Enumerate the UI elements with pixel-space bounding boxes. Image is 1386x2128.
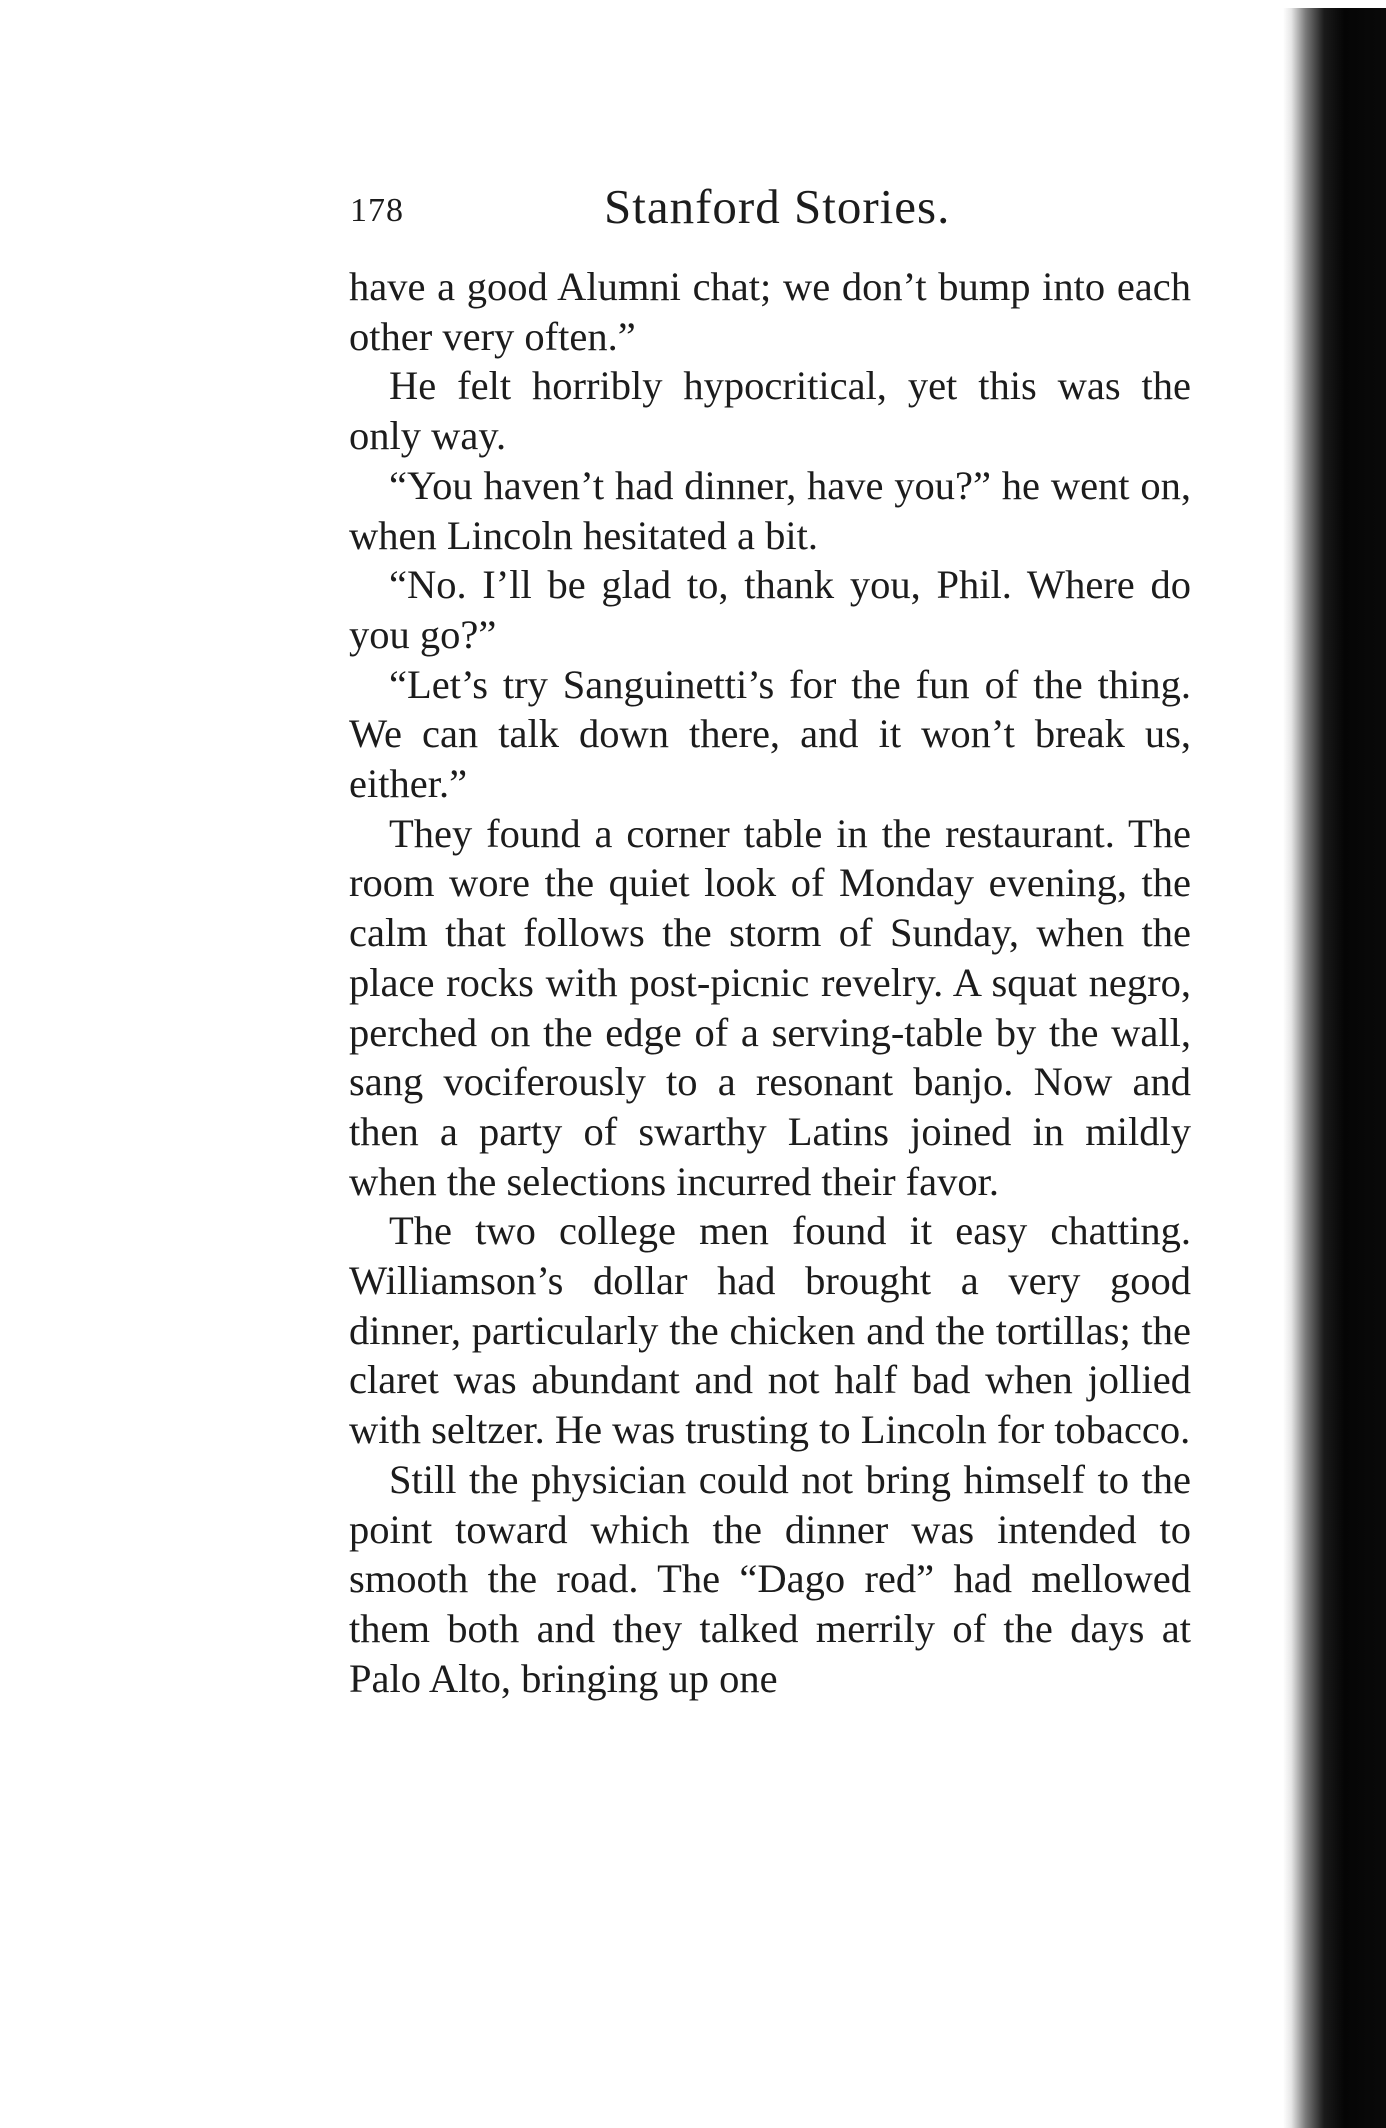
paragraph: The two college men found it easy chatting. Williamson’s dollar had brought a very good dinner, particularly the chicken and the tortillas; the claret was abundant and not half bad when jollied with seltzer. He was trusting to Lincoln for tobacco. (349, 1208, 1191, 1453)
paragraph: “Let’s try Sanguinetti’s for the fun of the thing. We can talk down there, and it won’t break us, either.” (349, 661, 1191, 807)
paragraph: Still the physician could not bring himself to the point toward which the dinner was intended to smooth the road. The “Dago red” had mellowed them both and they talked merrily of the days at Palo Alto, bringing up one (349, 1456, 1191, 1701)
book-spine-shadow (1283, 8, 1386, 2128)
paragraph: They found a corner table in the restaurant. The room wore the quiet look of Monday evening, the calm that follows the storm of Sunday, when the place rocks with post-picnic revelry. A squat negro, perched on the edge of a serving-table by the wall, sang vociferously to a resonant banjo. Now and then a party of swarthy Latins joined in mildly when the selections incurred their favor. (349, 810, 1191, 1204)
paragraph-continued: have a good Alumni chat; we don’t bump into each other very often.” (349, 264, 1191, 359)
page-number: 178 (350, 192, 404, 229)
body-text (349, 262, 1191, 1703)
paragraph: “You haven’t had dinner, have you?” he went on, when Lincoln hesitated a bit. (349, 462, 1191, 558)
running-head (350, 178, 1190, 248)
book-title: Stanford Stories. (604, 179, 951, 234)
paragraph: He felt horribly hypocritical, yet this was the only way. (349, 363, 1191, 459)
paragraph: “No. I’ll be glad to, thank you, Phil. Where do you go?” (349, 562, 1191, 657)
